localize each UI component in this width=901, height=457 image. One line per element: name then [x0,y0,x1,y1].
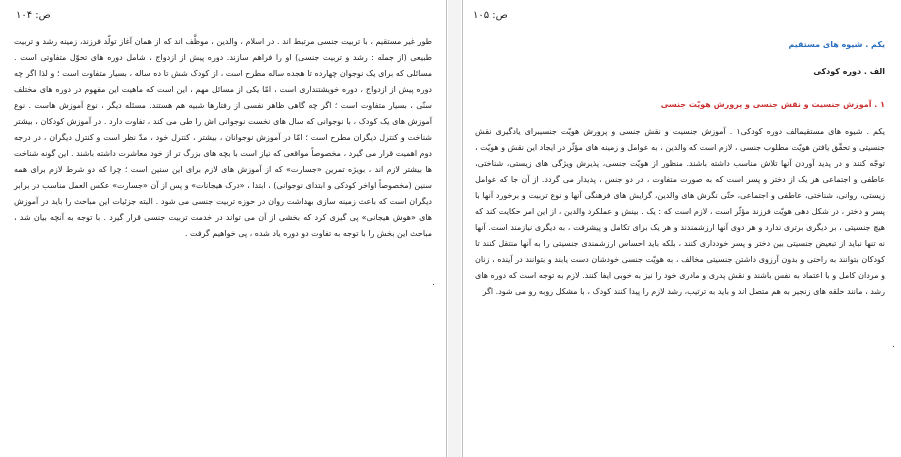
page-number: ص: ۱۰۵ [473,10,508,21]
page-end-mark: . [892,340,895,350]
right-page [462,0,901,457]
section-heading: یکم . شیوه های مستقیم [788,40,885,49]
page-body-text: یکم . شیوه های مستقیمالف دوره کودکی۱ . آموزش جنسیت و نقش جنسی و پرورش هویّت جنسیبرای یادگیری نقش جنسیتی و تحقّق یافتن هویّت مطلوب جنسی ، لازم است که والدین ، به عوامل و زمینه های مؤثّر در ایجاد این نقش و هویّت ، توجّه کنند و در پدید آوردن آنها تلاش مناسب داشته باشند. منظور از هویّت جنسی، پذیرش ویژگی های زیستی، شناختی، عاطفی و اجتماعی هر یک از دختر و پسر است که به صورت متفاوت ، در دو جنس ، پدیدار می گردد. از آن جا که عوامل زیستی، روانی، شناختی، عاطفی و اجتماعی، حتّی نگرش های والدین، گرایش های فرهنگی آنها و نوع تربیت و برخورد آنها با پسر و دختر ، در شکل دهی هویّت فرزند مؤثّر است ، لازم است که : یک . بینش و عملکرد والدین ، از این امر حکایت کند که هیچ جنسیتی ، بر دیگری برتری ندارد و هر دوی آنها ارزشمندند و هر یک برای تکامل و پیشرفت ، به دیگری نیازمند است. آنها نه تنها نباید از تبعیض جنسیتی بین دختر و پسر خودداری کنند ، بلکه باید احساس ارزشمندی جنسیتی را به آنها منتقل کنند تا کودکان بتوانند به راحتی و بدون آرزوی داشتن جنسیتی مخالف ، به هویّت جنسی خودشان دست یابند و بتوانند در آینده ، زنان و مردان کامل و با اعتماد به نفس باشند و نقش پدری و مادری خود را نیز به خوبی ایفا کنند. لازم به توجه است که دوره های رشد ، مانند حلقه های زنجیر به هم متصل اند و باید به ترتیب، رشد لازم را پیدا کنند کودک ، با مشکل روبه رو می شود. اگر [475,127,886,296]
page-number: ص: ۱۰۴ [16,10,51,21]
page-end-mark: . [432,278,435,288]
page-gutter [448,0,461,457]
sub-heading: الف . دوره کودکی [813,67,885,76]
left-page [0,0,447,457]
topic-heading: ۱ . آموزش جنسیت و نقش جنسی و پرورش هویّت جنسی [660,100,885,109]
page-body-text: طور غیر مستقیم ، با تربیت جنسی مرتبط اند . در اسلام ، والدین ، موظَّف اند که از همان آغاز تولّد فرزند، زمینه رشد و تربیت طبیعی (از جمله : رشد و تربیت جنسی) او را فراهم سازند. دوره پیش از ازدواج ، شامل دوره های تحوّل متفاوتی است . مسائلی که برای یک نوجوان چهارده تا هجده ساله مطرح است ، از کودک شش تا ده ساله ، بسیار متفاوت است ؛ و لذا اگر چه دوره پیش از ازدواج ، دوره خویشتنداری است ، امّا یکی از مسائل مهم ، این است که ماهیت این مفهوم در دوره های مختلف سنّی ، بسیار متفاوت است ؛ اگر چه گاهی ظاهر نفسی از رفتارها شبیه هم هستند. مسئله دیگر ، نوع آموزش هاست . نوع آموزش های یک کودک ، با نوجوانی که سال های نخست نوجوانی اش را طی می کند ، تفاوت دارد . در آموزش کودکان ، بیشتر شناخت و کنترل دیگران مطرح است ؛ امّا در آموزش نوجوانان ، بیشتر ، کنترل خود ، مدّ نظر است و کنترل دیگران ، در درجه دوم اهمیت قرار می گیرد ، مخصوصاً مواقعی که نیاز است با بچه های بزرگ تر از خود معاشرت داشته باشند . این گونه شناخت ها بیشتر لازم اند ، بویژه تمرین «جسارت» که از آموزش های لازم برای این سنین است ؛ چرا که دو شرط لازم برای همه سنین (مخصوصاً اواخر کودکی و ابتدای نوجوانی) ، ابتدا ، «درک هیجانات» و پس از آن «جسارت» عکس العمل مناسب در برابر دیگران است که باعث زمینه سازی بهداشت روان در حوزه تربیت جنسی می شود . البته جزئیات این مباحث را باید در آموزش های «هوش هیجانی» پی گیری کرد که بخشی از آن می تواند در خدمت تربیت جنسی قرار گیرد . با توجه به آنچه بیان شد ، مباحث این بخش را با توجه به تفاوت دو دوره یاد شده ، پی خواهیم گرفت . [14,37,432,238]
